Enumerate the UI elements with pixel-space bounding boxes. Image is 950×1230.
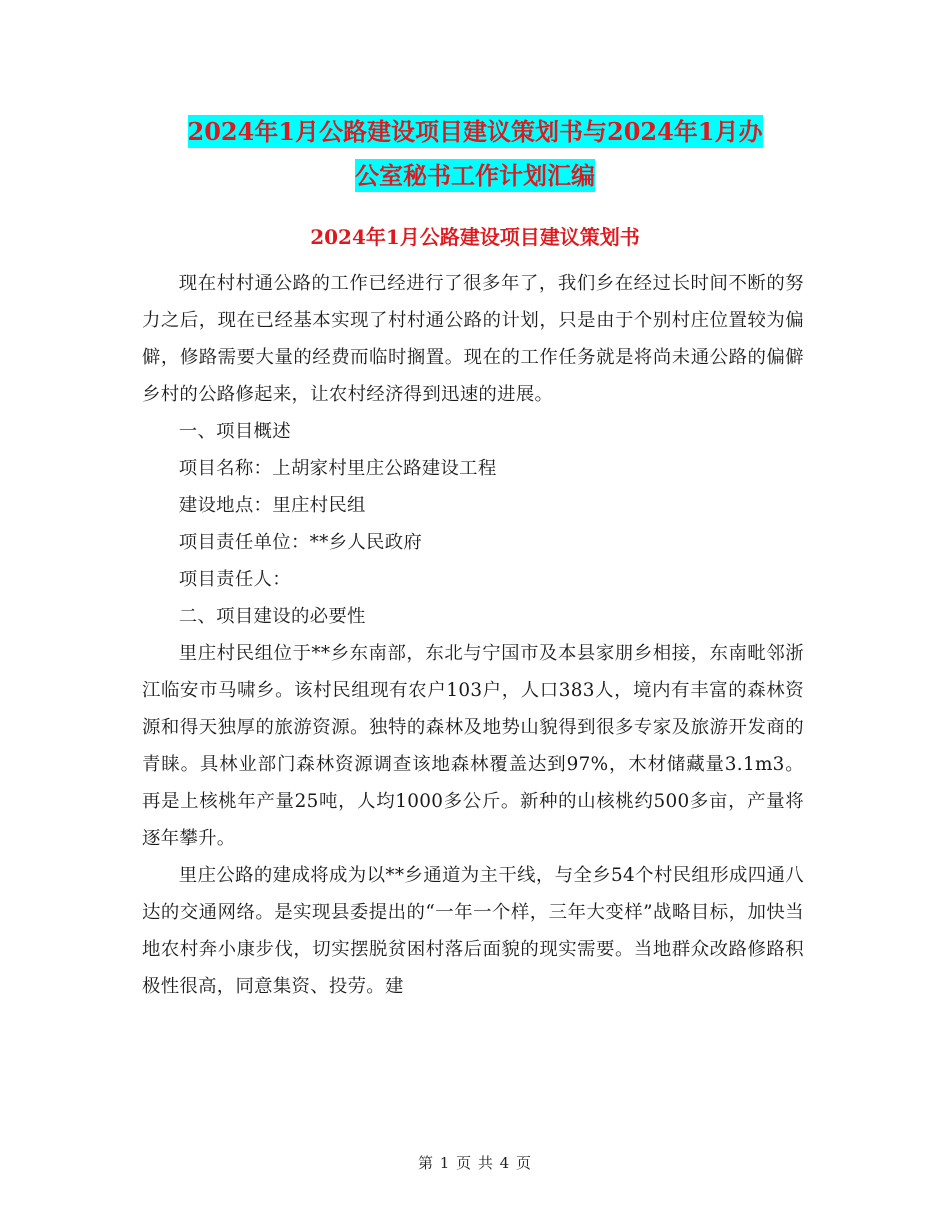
page-footer: 第 1 页 共 4 页: [418, 1154, 532, 1172]
main-title: [140, 110, 810, 198]
project-responsible-unit: 项目责任单位：**乡人民政府: [178, 532, 423, 553]
project-location: 建设地点：里庄村民组: [178, 495, 366, 516]
body-text: [142, 265, 804, 1005]
main-title-line-2: 公室秘书工作计划汇编: [355, 161, 595, 190]
paragraph-road-network: 里庄公路的建成将成为以**乡通道为主干线，与全乡54个村民组形成四通八达的交通网络。是实现县委提出的“一年一个样，三年大变样”战略目标，加快当地农村奔小康步伐，切实摆脱贫困村落后面貌的现实需要。当地群众改路修路积极性很高，同意集资、投劳。建: [142, 865, 804, 997]
heading-project-overview: 一、项目概述: [178, 421, 291, 442]
project-responsible-person: 项目责任人：: [178, 569, 291, 590]
heading-necessity: 二、项目建设的必要性: [178, 606, 366, 627]
paragraph-intro: 现在村村通公路的工作已经进行了很多年了，我们乡在经过长时间不断的努力之后，现在已经基本实现了村村通公路的计划，只是由于个别村庄位置较为偏僻，修路需要大量的经费而临时搁置。现在的工作任务就是将尚未通公路的偏僻乡村的公路修起来，让农村经济得到迅速的进展。: [142, 273, 804, 405]
main-title-line-1: 2024年1月公路建设项目建议策划书与2024年1月办: [187, 117, 763, 146]
paragraph-village-profile: 里庄村民组位于**乡东南部，东北与宁国市及本县家朋乡相接，东南毗邻浙江临安市马啸乡。该村民组现有农户103户，人口383人，境内有丰富的森林资源和得天独厚的旅游资源。独特的森林及地势山貌得到很多专家及旅游开发商的青睐。具林业部门森林资源调查该地森林覆盖达到97%，木材储藏量3.1m3。再是上核桃年产量25吨，人均1000多公斤。新种的山核桃约500多亩，产量将逐年攀升。: [142, 643, 804, 849]
project-name: 项目名称：上胡家村里庄公路建设工程: [178, 458, 497, 479]
section-title: 2024年1月公路建设项目建议策划书: [310, 225, 640, 249]
